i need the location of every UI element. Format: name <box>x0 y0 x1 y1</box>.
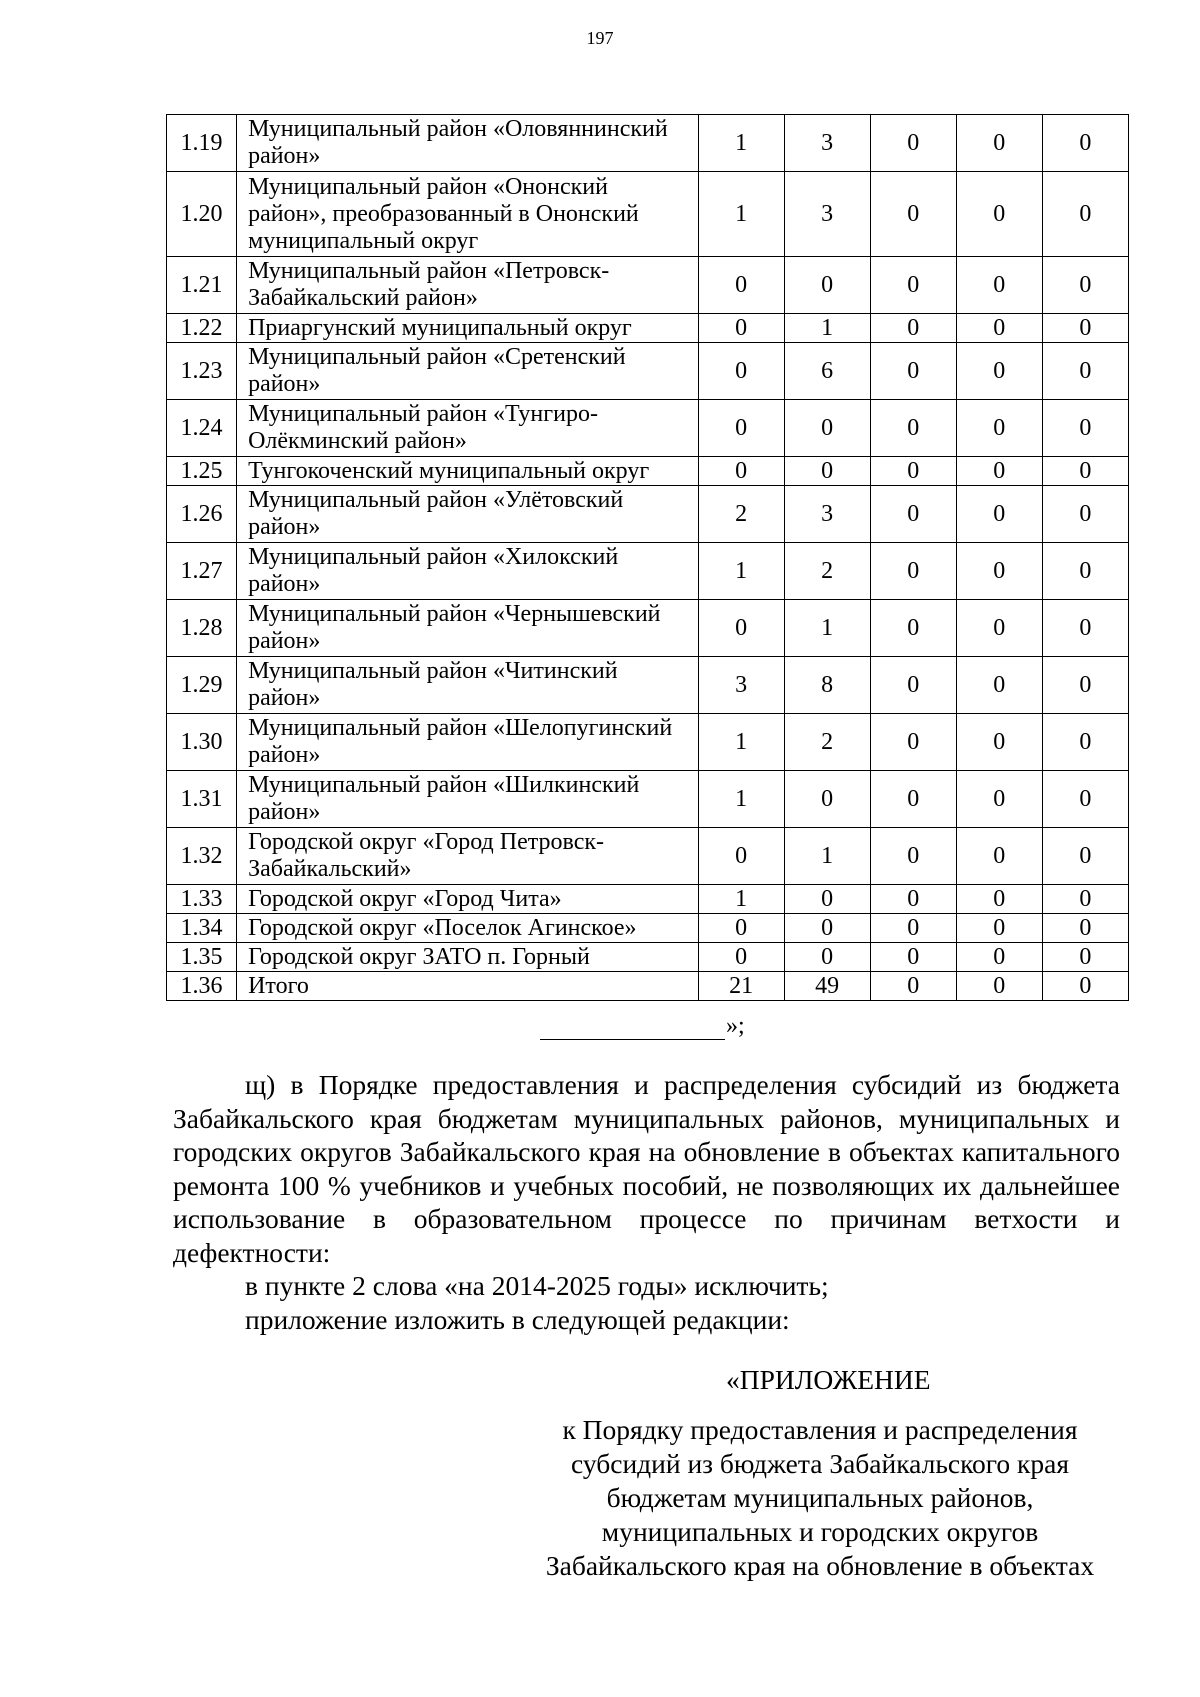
municipality-name: Городской округ ЗАТО п. Горный <box>237 943 698 972</box>
table-row <box>167 828 1129 885</box>
table-row <box>167 115 1129 172</box>
value-cell: 8 <box>784 657 870 714</box>
table-row <box>167 885 1129 914</box>
value-cell: 0 <box>870 943 956 972</box>
municipality-name: Муниципальный район «Хилокский район» <box>237 543 698 600</box>
value-cell: 0 <box>956 400 1042 457</box>
value-cell: 0 <box>1042 543 1128 600</box>
municipality-name: Муниципальный район «Ононский район», преобразованный в Ононский муниципальный округ <box>237 172 698 257</box>
value-cell: 0 <box>1042 343 1128 400</box>
row-number: 1.34 <box>167 914 237 943</box>
table-row <box>167 657 1129 714</box>
value-cell: 0 <box>698 457 784 486</box>
value-cell: 1 <box>698 771 784 828</box>
value-cell: 0 <box>1042 914 1128 943</box>
value-cell: 0 <box>870 972 956 1001</box>
value-cell: 0 <box>698 600 784 657</box>
value-cell: 0 <box>1042 257 1128 314</box>
annex-line: Забайкальского края на обновление в объектах <box>545 1550 1095 1581</box>
row-number: 1.24 <box>167 400 237 457</box>
value-cell: 1 <box>784 314 870 343</box>
value-cell: 1 <box>698 885 784 914</box>
value-cell: 0 <box>956 486 1042 543</box>
value-cell: 0 <box>784 771 870 828</box>
row-number: 1.26 <box>167 486 237 543</box>
municipality-name: Тунгокоченский муниципальный округ <box>237 457 698 486</box>
value-cell: 0 <box>870 600 956 657</box>
row-number: 1.25 <box>167 457 237 486</box>
value-cell: 3 <box>784 115 870 172</box>
municipality-name: Муниципальный район «Улётовский район» <box>237 486 698 543</box>
value-cell: 1 <box>698 714 784 771</box>
value-cell: 0 <box>956 657 1042 714</box>
municipality-name: Муниципальный район «Тунгиро-Олёкминский район» <box>237 400 698 457</box>
value-cell: 3 <box>784 172 870 257</box>
value-cell: 0 <box>870 257 956 314</box>
row-number: 1.23 <box>167 343 237 400</box>
value-cell: 0 <box>1042 486 1128 543</box>
table-row <box>167 172 1129 257</box>
row-number: 1.33 <box>167 885 237 914</box>
value-cell: 0 <box>956 172 1042 257</box>
row-number: 1.36 <box>167 972 237 1001</box>
value-cell: 1 <box>698 172 784 257</box>
value-cell: 0 <box>1042 714 1128 771</box>
value-cell: 0 <box>870 771 956 828</box>
table-row <box>167 314 1129 343</box>
value-cell: 0 <box>956 343 1042 400</box>
row-number: 1.32 <box>167 828 237 885</box>
end-quote: »; <box>726 1013 745 1039</box>
signature-line <box>540 1017 725 1040</box>
value-cell: 0 <box>870 828 956 885</box>
value-cell: 3 <box>784 486 870 543</box>
value-cell: 0 <box>784 914 870 943</box>
value-cell: 0 <box>1042 172 1128 257</box>
paragraph-shch: щ) в Порядке предоставления и распределения субсидий из бюджета Забайкальского края бюджетам муниципальных районов, муниципальных и городских округов Забайкальского края на обновление в объектах капитального ремонта 100 % учебников и учебных пособий, не позволяющих их дальнейшее использование в образовательном процессе по причинам ветхости и дефектности: <box>173 1069 1120 1268</box>
table-row <box>167 257 1129 314</box>
municipality-name: Муниципальный район «Шелопугинский район» <box>237 714 698 771</box>
value-cell: 0 <box>870 914 956 943</box>
value-cell: 0 <box>784 400 870 457</box>
row-number: 1.29 <box>167 657 237 714</box>
value-cell: 3 <box>698 657 784 714</box>
table-row <box>167 771 1129 828</box>
municipality-name: Муниципальный район «Оловяннинский район» <box>237 115 698 172</box>
municipality-name: Муниципальный район «Читинский район» <box>237 657 698 714</box>
value-cell: 0 <box>956 115 1042 172</box>
paragraph-point-2: в пункте 2 слова «на 2014-2025 годы» исключить; <box>245 1270 829 1301</box>
value-cell: 0 <box>1042 885 1128 914</box>
value-cell: 0 <box>870 314 956 343</box>
municipality-name: Муниципальный район «Шилкинский район» <box>237 771 698 828</box>
table-row <box>167 914 1129 943</box>
municipality-name: Муниципальный район «Сретенский район» <box>237 343 698 400</box>
municipality-name: Муниципальный район «Чернышевский район» <box>237 600 698 657</box>
page-number: 197 <box>586 28 614 48</box>
value-cell: 21 <box>698 972 784 1001</box>
value-cell: 0 <box>956 828 1042 885</box>
value-cell: 0 <box>1042 314 1128 343</box>
row-number: 1.27 <box>167 543 237 600</box>
value-cell: 0 <box>956 943 1042 972</box>
value-cell: 1 <box>698 543 784 600</box>
value-cell: 0 <box>870 343 956 400</box>
value-cell: 0 <box>1042 972 1128 1001</box>
value-cell: 2 <box>698 486 784 543</box>
row-number: 1.28 <box>167 600 237 657</box>
value-cell: 0 <box>956 972 1042 1001</box>
municipality-name: Приаргунский муниципальный округ <box>237 314 698 343</box>
value-cell: 0 <box>956 771 1042 828</box>
value-cell: 0 <box>784 943 870 972</box>
value-cell: 0 <box>698 343 784 400</box>
row-number: 1.31 <box>167 771 237 828</box>
row-number: 1.21 <box>167 257 237 314</box>
value-cell: 0 <box>1042 657 1128 714</box>
municipality-name: Городской округ «Город Чита» <box>237 885 698 914</box>
value-cell: 0 <box>698 943 784 972</box>
value-cell: 0 <box>956 914 1042 943</box>
value-cell: 0 <box>956 314 1042 343</box>
value-cell: 0 <box>956 714 1042 771</box>
value-cell: 0 <box>956 457 1042 486</box>
value-cell: 0 <box>698 257 784 314</box>
table-row <box>167 343 1129 400</box>
value-cell: 2 <box>784 714 870 771</box>
value-cell: 0 <box>870 400 956 457</box>
value-cell: 0 <box>956 543 1042 600</box>
value-cell: 0 <box>870 657 956 714</box>
row-number: 1.22 <box>167 314 237 343</box>
value-cell: 1 <box>784 828 870 885</box>
table-row <box>167 943 1129 972</box>
value-cell: 1 <box>784 600 870 657</box>
value-cell: 0 <box>1042 115 1128 172</box>
value-cell: 0 <box>870 115 956 172</box>
annex-subtitle <box>520 1413 1120 1583</box>
value-cell: 0 <box>956 885 1042 914</box>
value-cell: 1 <box>698 115 784 172</box>
value-cell: 6 <box>784 343 870 400</box>
table-row <box>167 543 1129 600</box>
value-cell: 0 <box>870 885 956 914</box>
value-cell: 0 <box>1042 828 1128 885</box>
table-row <box>167 486 1129 543</box>
municipality-name: Городской округ «Город Петровск-Забайкальский» <box>237 828 698 885</box>
table-row <box>167 457 1129 486</box>
row-number: 1.19 <box>167 115 237 172</box>
value-cell: 0 <box>870 172 956 257</box>
annex-line: к Порядку предоставления и распределения <box>562 1414 1078 1445</box>
table-row <box>167 400 1129 457</box>
municipality-name: Итого <box>237 972 698 1001</box>
value-cell: 0 <box>1042 400 1128 457</box>
municipality-name: Городской округ «Поселок Агинское» <box>237 914 698 943</box>
value-cell: 0 <box>698 314 784 343</box>
value-cell: 0 <box>1042 771 1128 828</box>
value-cell: 0 <box>698 914 784 943</box>
subsidy-table <box>166 114 1129 1001</box>
value-cell: 0 <box>784 257 870 314</box>
table-row <box>167 714 1129 771</box>
table-end-mark <box>540 1013 745 1040</box>
value-cell: 0 <box>698 828 784 885</box>
table-row <box>167 600 1129 657</box>
municipality-name: Муниципальный район «Петровск-Забайкальский район» <box>237 257 698 314</box>
annex-line: бюджетам муниципальных районов, <box>606 1482 1034 1513</box>
value-cell: 2 <box>784 543 870 600</box>
row-number: 1.30 <box>167 714 237 771</box>
value-cell: 49 <box>784 972 870 1001</box>
value-cell: 0 <box>870 714 956 771</box>
value-cell: 0 <box>870 486 956 543</box>
table-row <box>167 972 1129 1001</box>
row-number: 1.20 <box>167 172 237 257</box>
value-cell: 0 <box>1042 457 1128 486</box>
value-cell: 0 <box>956 257 1042 314</box>
annex-line: субсидий из бюджета Забайкальского края <box>571 1448 1069 1479</box>
value-cell: 0 <box>870 457 956 486</box>
value-cell: 0 <box>1042 943 1128 972</box>
paragraph-annex-intro: приложение изложить в следующей редакции: <box>245 1303 790 1335</box>
amendment-text <box>173 1068 1120 1336</box>
value-cell: 0 <box>956 600 1042 657</box>
value-cell: 0 <box>698 400 784 457</box>
annex-title: «ПРИЛОЖЕНИЕ <box>726 1364 931 1395</box>
value-cell: 0 <box>1042 600 1128 657</box>
annex-line: муниципальных и городских округов <box>601 1516 1039 1547</box>
value-cell: 0 <box>784 457 870 486</box>
value-cell: 0 <box>784 885 870 914</box>
value-cell: 0 <box>870 543 956 600</box>
row-number: 1.35 <box>167 943 237 972</box>
